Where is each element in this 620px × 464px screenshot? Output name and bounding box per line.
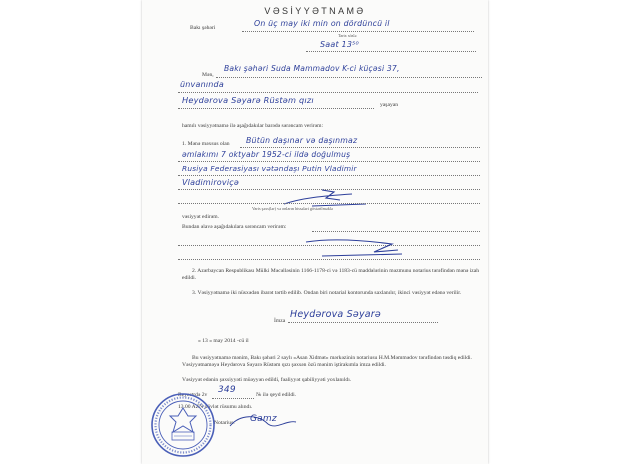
- registry-number: 349: [218, 385, 236, 395]
- item1-line-3: Rusiya Federasiyası vətəndaşı Putin Vladimir: [182, 164, 357, 173]
- identity-text: Vəsiyyət edənin şəxsiyyəti müəyyən edildi, fəaliyyət qabiliyyəti yoxlanıldı.: [182, 377, 352, 383]
- city-label: Bakı şəhəri: [190, 25, 216, 31]
- registry-rule: [212, 398, 254, 399]
- name-caption: yaşayan: [380, 102, 399, 108]
- document-page: [142, 0, 488, 464]
- date-caption: Tarix sözlə: [338, 33, 357, 38]
- notary-signature-scribble: [228, 410, 298, 434]
- name-rule: [178, 108, 374, 109]
- dash-scribble-2: [302, 232, 412, 262]
- address-rule-1: [216, 77, 482, 78]
- item3-text: 3. Vəsiyyətnamə iki nüsxədən ibarət tərtib edilib. Ondan biri notarial kontorunda saxlanılır, ikinci vəsiyyət edənə verilir.: [192, 290, 462, 296]
- time-line: [306, 51, 476, 52]
- notary-label: Notarius:: [214, 420, 235, 426]
- time-handwritten: Saat 13⁵⁰: [320, 40, 359, 49]
- additional-label: Bundan əlavə aşağıdakılara sərəncam verirəm:: [182, 224, 287, 230]
- address-rule-2: [178, 92, 478, 93]
- signature-rule: [288, 322, 438, 323]
- item1-rule-2: [178, 161, 480, 162]
- bequest-label: vəsiyyət edirəm.: [182, 214, 219, 220]
- signature-label: İmza: [274, 318, 286, 324]
- man-label: Mən,: [202, 72, 214, 78]
- address-line-2: ünvanında: [180, 80, 224, 89]
- intro-text: hamılı vəsiyyətnamə ilə aşağıdakılar barədə sərəncam verirəm:: [182, 123, 324, 129]
- item1-caption: Varis şəxs(lər) və onların hissələri göstərilməklə: [252, 206, 333, 211]
- date-handwritten: On üç may iki min on dördüncü il: [254, 19, 390, 28]
- item1-line-4: Vladimiroviçə: [182, 178, 239, 187]
- certification-text: Bu vəsiyyətnamə mənim, Bakı şəhəri 2 saylı «Asan Xidmət» mərkəzinin notariusu H.M.Məmmədov tərəfindən təsdiq edildi. Vəsiyyətnaməyə Heydərova Səyarə Rüstəm qızı şəxsən özü mənim iştirakımla imza edildi.: [182, 355, 472, 368]
- registry-suffix: № ilə qeyd edildi.: [256, 392, 297, 398]
- item1-rule-3: [178, 175, 480, 176]
- item1-line-1: Bütün daşınar və daşınmaz: [246, 136, 358, 145]
- item1-rule-1: [240, 147, 480, 148]
- item1-rule-5: [178, 203, 480, 204]
- registry-label: Reyestrdə 2v: [178, 392, 208, 398]
- item1-label: 1. Mənə məxsus olan: [182, 141, 230, 147]
- testator-name: Heydərova Səyarə Rüstəm qızı: [182, 95, 314, 105]
- notary-stamp: [150, 392, 216, 458]
- signature-handwritten: Heydərova Səyarə: [290, 309, 381, 320]
- fee-line: 13.00 AZN dövlət rüsumu alındı.: [178, 404, 253, 410]
- item2-text: 2. Azərbaycan Respublikası Mülki Məcəlləsinin 1166-1178-ci və 1183-cü maddələrinin məzmunu notarius tərəfindən mənə izah edildi.: [182, 268, 480, 281]
- additional-rule-3: [178, 259, 480, 260]
- date-line-text: « 13 » may 2014 -cü il: [198, 338, 249, 344]
- document-title: VƏSİYYƏTNAMƏ: [264, 6, 366, 16]
- date-line: [242, 31, 474, 32]
- address-line-1: Bakı şəhəri Suda Mammadov K-ci küçəsi 37,: [224, 64, 400, 73]
- item1-line-2: əmlakımı 7 oktyabr 1952-ci ildə doğulmuş: [182, 150, 351, 159]
- notary-signature: Gamz: [250, 414, 277, 424]
